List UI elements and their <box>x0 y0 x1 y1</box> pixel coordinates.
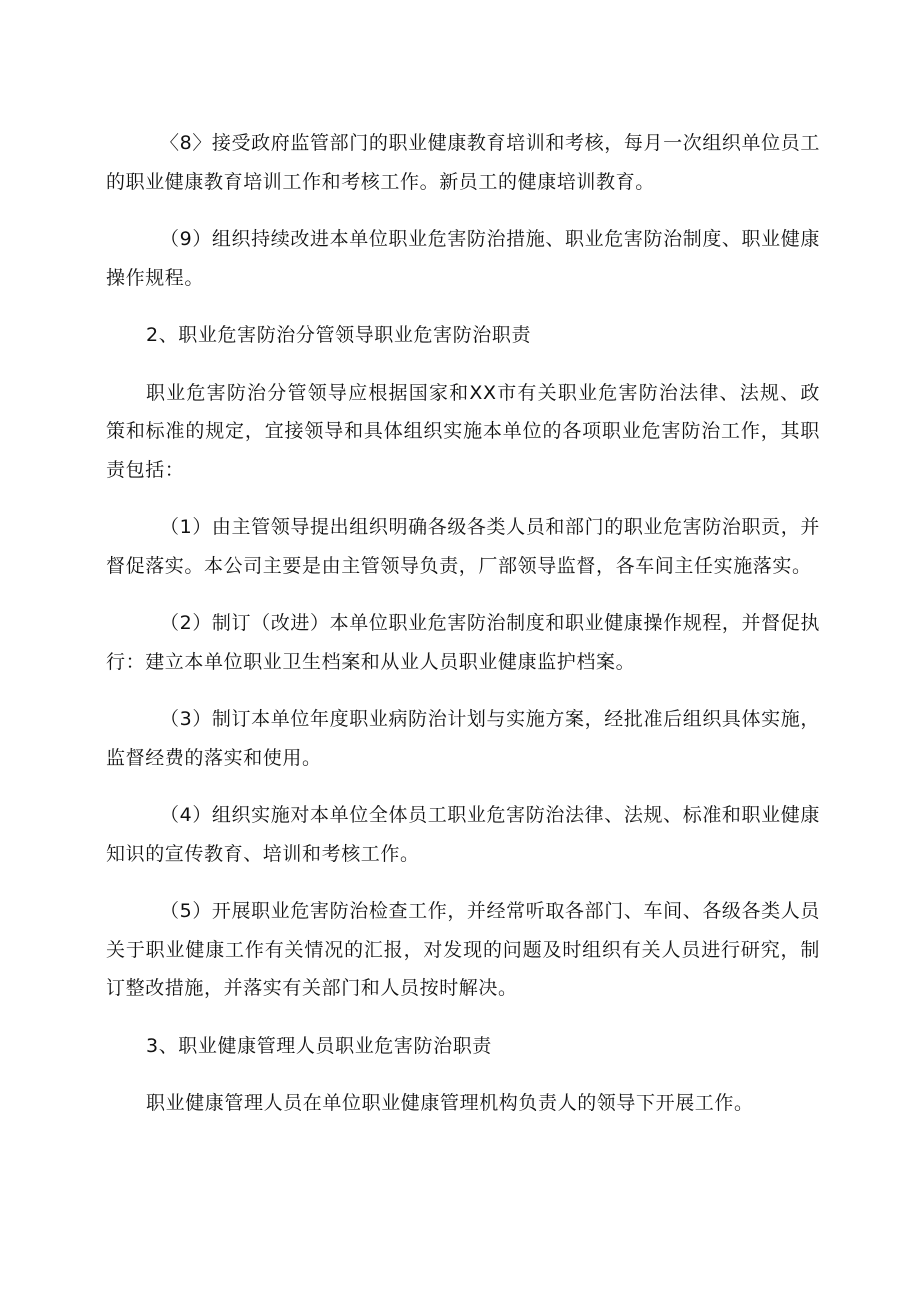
document-body <box>106 124 820 1142</box>
paragraph-section-3-intro: 职业健康管理人员在单位职业健康管理机构负责人的领导下开展工作。 <box>146 1092 754 1114</box>
paragraph-item-3: （3）制订本单位年度职业病防治计划与实施方案，经批准后组织具体实施，监督经费的落实和使用。 <box>106 708 820 769</box>
paragraph-item-8: 〈8〉接受政府监管部门的职业健康教育培训和考核，每月一次组织单位员工的职业健康教育培训工作和考核工作。新员工的健康培训教育。 <box>106 132 820 193</box>
paragraph-item-1: （1）由主管领导提出组织明确各级各类人员和部门的职业危害防治职贡，并督促落实。本公司主要是由主管领导负责，厂部领导监督，各车间主任实施落实。 <box>106 516 820 577</box>
section-heading-2: 2、职业危害防治分管领导职业危害防治职责 <box>146 324 532 346</box>
paragraph-item-2: （2）制订（改进）本单位职业危害防治制度和职业健康操作规程，并督促执行：建立本单位职业卫生档案和从业人员职业健康监护档案。 <box>106 612 820 673</box>
paragraph-item-9: （9）组织持续改进本单位职业危害防治措施、职业危害防治制度、职业健康操作规程。 <box>106 228 820 289</box>
paragraph-section-2-intro: 职业危害防治分管领导应根据国家和XX市有关职业危害防治法律、法规、政策和标准的规定，宜接领导和具体组织实施本单位的各项职业危害防治工作，其职责包括： <box>106 381 820 481</box>
section-heading-3: 3、职业健康管理人员职业危害防治职责 <box>146 1034 492 1057</box>
paragraph-item-5: （5）开展职业危害防治检查工作，并经常听取各部门、车间、各级各类人员关于职业健康工作有关情况的汇报，对发现的问题及时组织有关人员进行研究，制订整改措施，并落实有关部门和人员按时解决。 <box>106 900 820 999</box>
paragraph-item-4: （4）组织实施对本单位全体员工职业危害防治法律、法规、标准和职业健康知识的宣传教育、培训和考核工作。 <box>106 804 820 865</box>
